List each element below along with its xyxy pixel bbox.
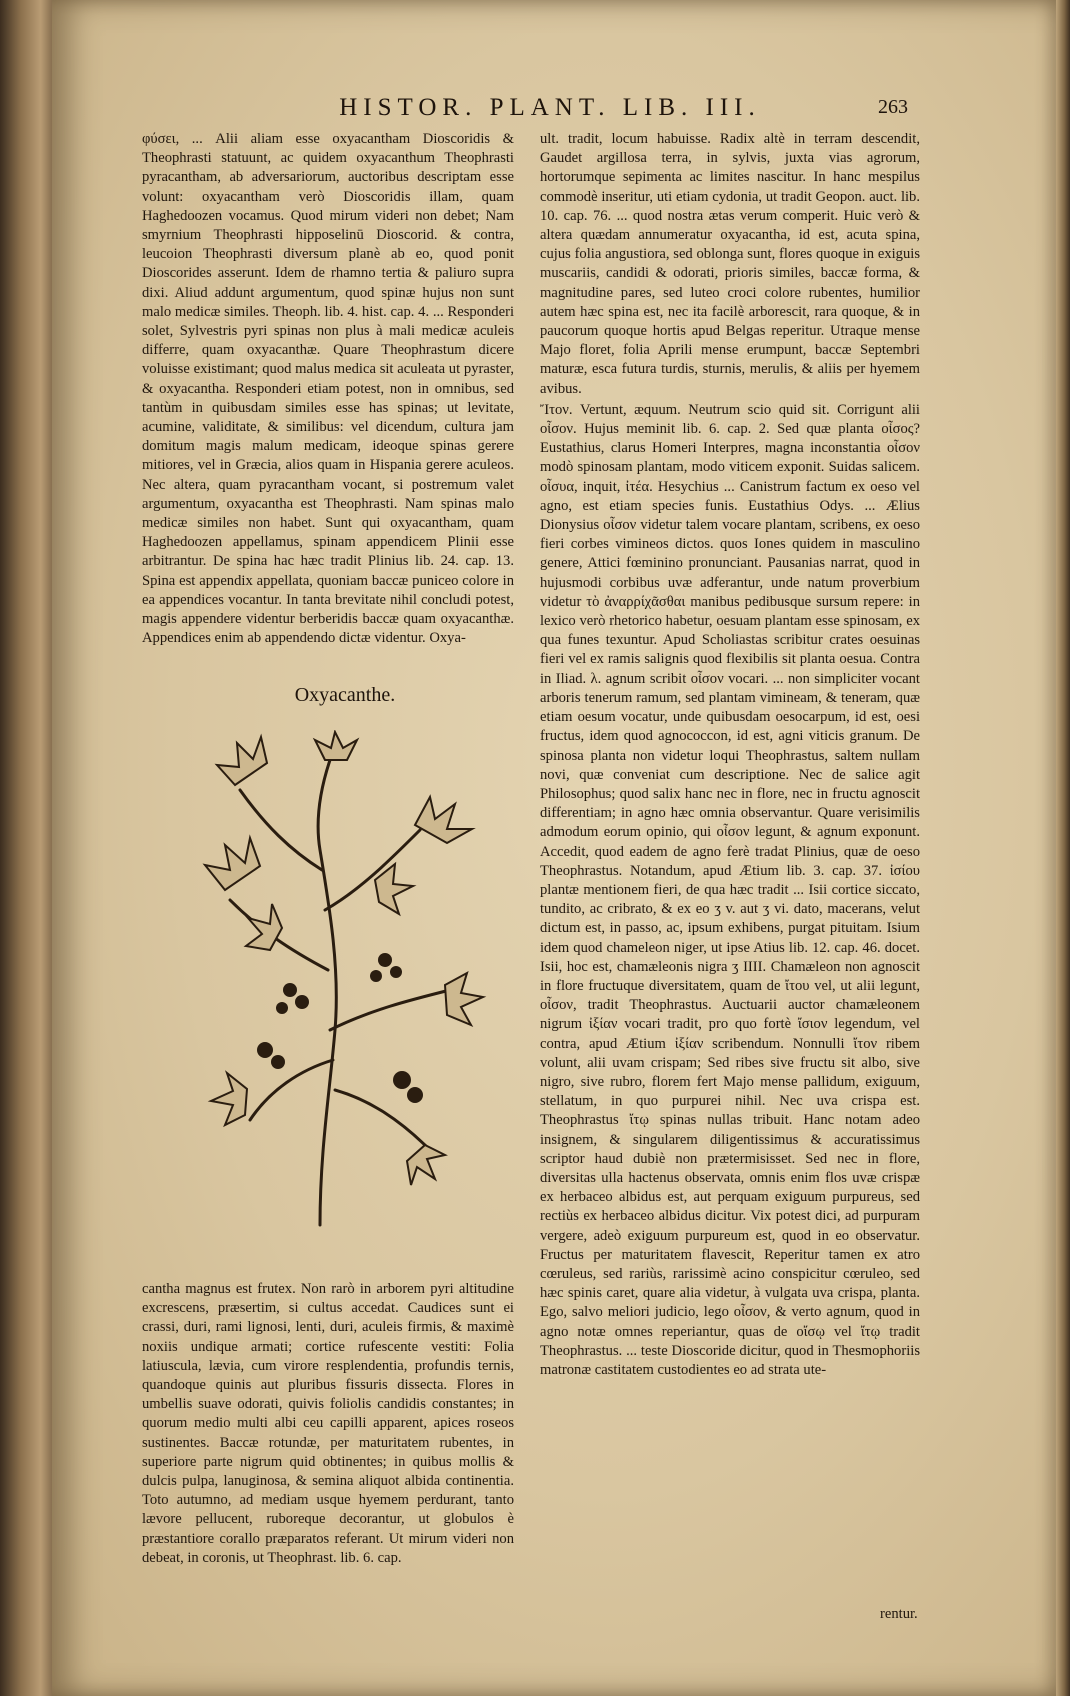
figure-caption: Oxyacanthe. xyxy=(294,684,396,706)
left-bottom-paragraph: cantha magnus est frutex. Non rarò in arborem pyri altitudine excrescens, præsertim, si cultus accedat. Caudices sunt ei crassi, duri, rami lignosi, lenti, duri, aculeis firmis, & maximè noxiis undique armati; cortice rufescente vestiti: Folia latiuscula, lævia, cum virore resplendentia, profundis ternis, quandoque quinis aut pluribus fissuris dissecta. Flores in umbellis suave odorati, quivis foliolis candidis constantes; in quorum medio multi albi ceu capilli apparent, apices roseos sustinentes. Baccæ rotundæ, per maturitatem rubentes, in superiore parte nigrum quid obtinentes; in quibus mollis & dulcis pulpa, lanuginosa, & semina aliquot albida continentia. Toto autumno, ad mediam usque hyemem perdurant, tanto lævore pellucent, ruboreque decorantur, ut globulos è præstantiore corallo præparatos referant. Ut mirum videri non debeat, in coronis, ut Theophrast. lib. 6. cap. xyxy=(142,1281,514,1566)
running-head: HISTOR. PLANT. LIB. III. xyxy=(339,94,761,121)
page-number: 263 xyxy=(878,96,908,118)
left-column-bottom-text xyxy=(142,1280,514,1670)
plant-illustration-icon xyxy=(170,730,490,1230)
right-paragraph-2: Ἴτον. Vertunt, æquum. Neutrum scio quid sit. Corrigunt alii οἶσον. Hujus meminit lib. 6. cap. 2. Sed quæ planta οἶσος? Eustathius, clarus Homeri Interpres, magna inconstantia οἶσον modò spinosam plantam, modo viticem exponit. Suidas salicem. οἶσυα, inquit, ἰτέα. Hesychius ... Canistrum factum ex oeso vel agno, est etiam species funis. Eustathius Odys. ... Ælius Dionysius οἶσον videtur talem vocare plantam, scribens, ex oeso fieri corbes vimineos dictos. quos Iones quidem in masculino genere, Attici fœminino pronunciant. Pausanias narrat, quod in hujusmodi corbibus uvæ adferantur, unde natum proverbium videtur τὸ ἀναρρίχᾶσθαι manibus pedibusque sursum repere: in lexico verò rhetorico habetur, oesuam plantam esse spinosam, ex qua funes texuntur. Apud Scholiastas scribitur crates oesuinas fieri vel ex ramis salignis quod flexibilis sit planta oesua. Contra in Iliad. λ. agnum scribit οἶσον vocari. ... non simpliciter vocant arboris tenerum ramum, sed plantam vimineam, & teneram, quæ etiam oesum vocatur, unde quibusdam oesocarpum, id est, oesi fructus, idem quod agnococcon, id est, agni viticis granum. De spinosa planta non videtur loqui Theophrastus, saltem nullam novi, quæ conveniat cum descriptione. Nec de salice agit Philosophus; quod salix hanc nec in flore, nec in fructu agnoscit differentiam; in agno hæc omnia observantur. Quare verisimilis admodum eorum opinio, qui οἶσον legunt, & agnum exponunt. Accedit, quod eadem de agno ferè tradat Plinius, quæ de oeso Theophrastus. Notandum, apud Ætium lib. 3. cap. 37. ἰσίου plantæ mentionem fieri, de qua hæc tradit ... Isii cortice siccato, tundito, ac cribrato, & ex eo ʒ v. aut ʒ vi. dato, macerans, velut dictum est, in passo, ac, ipsum exhibens, purgat pituitam. Isium idem quod chameleon niger, ut ipse Atius lib. 12. cap. 46. docet. Isii, hoc est, chamæleonis nigra ʒ IIII. Chamæleon non agnoscit in flore fructuque diversitatem, quam de ἴτου vel, ut alii legunt, οἶσον, tradit Theophrastus. Auctuarii auctor chamæleonem nigrum ἰξίαν vocari tradit, pro quo fortè ἴσιον legendum, vel contra, apud Ætium ἰξίαν scribendum. Nonnulli ἴτον ribem volunt, alii uvam crispam; Sed ribes sive fructu sit albo, sive nigro, sive rubro, florem fert Majo mense pallidum, exiguum, stellatum, in quo purpurei nihil. Nec uva crispa est. Theophrastus ἴτῳ spinas nullas tribuit. Hanc notam adeo insignem, & singularem diligentissimus & accuratissimus scriptor haud dubiè non prætermisisset. Sed nec in flore, diversitas ulla hactenus observata, omnis enim flos uvæ crispæ ex herbaceo albidus est, aut perquam exiguum purpureus, sed rectiùs ex herbaceo albidus dicitur. Vix potest dici, ad purpuram vergere, adeò exiguum purpureum est, quod in eo observatur. Fructus per maturitatem flavescit, Reperitur tamen ex atro cœruleus, sed rariùs, rarissimè acino conspicitur cœruleo, sed hæc spinis caret, quare alia videtur, à vulgata uva crispa, planta. Ego, salvo meliori judicio, lego οἶσον, & verto agnum, quod in agno notæ omnes reperiantur, quas de οἴσῳ vel ἴτῳ tradit Theophrastus. ... teste Dioscoride dicitur, quod in Thesmophoriis matronæ castitatem custodientes eo ad strata ute- xyxy=(540,401,920,1378)
right-paragraph-1: ult. tradit, locum habuisse. Radix altè in terram descendit, Gaudet argillosa terra, in sylvis, juxta vias agrorum, hortorumque sepimenta ac limites nascitur. In hanc mespilus commodè inseritur, uti etiam cydonia, ut tradit Geopon. auct. lib. 10. cap. 76. ... quod nostra ætas verum comperit. Huic verò & altera quædam annumeratur oxyacantha, id est, acuta spina, cujus folia angustiora, sed oblonga sunt, flores quoque in exiguis muscariis, candidi & odorati, prioris similes, baccæ forma, & magnitudine pares, sed luteo croci colore rubentes, humilior autem hæc spina est, nec ita facilè arborescit, rara quoque, & in paucorum quoque hortis apud Belgas reperitur. Utraque mense Majo floret, folia Aprili mense erumpunt, baccæ Septembri maturæ, esca futura turdis, sturnis, merulis, & aliis per hyemem avibus. xyxy=(540,131,920,397)
book-right-pages xyxy=(1056,0,1070,1696)
left-top-paragraph: φύσει, ... Alii aliam esse oxyacantham Dioscoridis & Theophrasti statuunt, ac quidem oxyacanthum Theophrasti pyracantham, ab adversariorum, auctoribus descriptam esse volunt: oxyacantham verò Dioscoridis illam, quam Haghedoozen vocamus. Quod mirum videri non debet; Nam smyrnium Theophrasti hipposelinū Dioscorid. & contra, leucoion Theophrasti diversum planè ab eo, quod ponit Dioscorides asserunt. Idem de rhamno tertia & paliuro supra dixi. Aliud addunt argumentum, quod spinæ hujus non sunt malo medicæ similes. Theoph. lib. 4. hist. cap. 4. ... Responderi solet, Sylvestris pyri spinas non plus à mali medicæ aculeis differre, quam oxyacanthæ. Quare Theophrastum dicere voluisse existimant; quod malus medica sit aculeata ut pyraster, & oxyacantha. Responderi etiam potest, non in omnibus, sed tantùm in quibusdam similes esse has spinas; ut levitate, acumine, validitate, & similibus: vel dicendum, cultura jam domitum magis malum medicam, ideoque spinas gerere mitiores, vel in Græcia, alios quam in Hispania gerere aculeos. Nec altera, quam pyracantham vocant, si postremum valet argumentum, oxyacantha est Theophrasti. Nam spinas malo medicæ similes non habet. Sunt qui oxyacantham, quam Haghedoozen appellamus, spinam appendicem Plinii esse arbitrantur. De spina hac hæc tradit Plinius lib. 24. cap. 13. Spina est appendix appellata, quoniam baccæ puniceo colore in ea appendices vocantur. In tanta brevitate nihil concludi potest, magis appendere videntur berberidis baccæ quam oxyacanthæ. Appendices enim ab appendendo dictæ videntur. Oxya- xyxy=(142,131,514,647)
catchword: rentur. xyxy=(880,1606,918,1622)
book-left-pages xyxy=(0,0,58,1696)
left-column-top-text xyxy=(142,130,514,656)
right-column-text xyxy=(540,130,920,1630)
